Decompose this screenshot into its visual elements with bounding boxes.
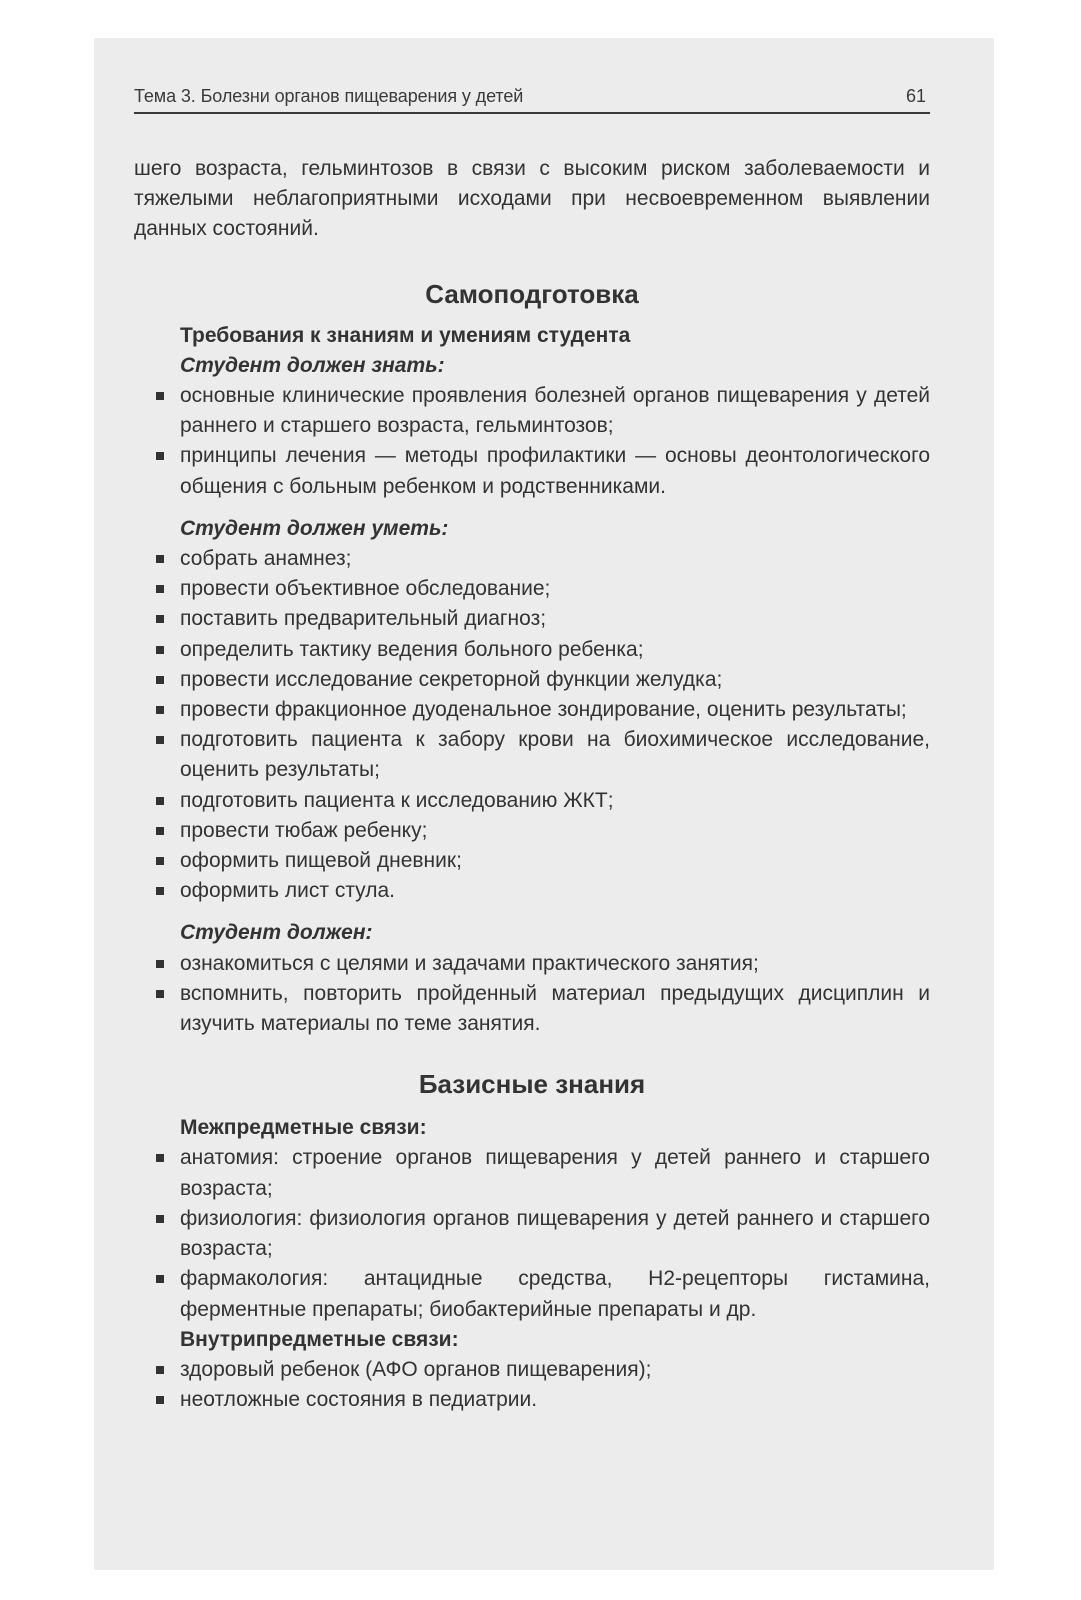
list-item: здоровый ребенок (АФО органов пищеварения); bbox=[134, 1355, 930, 1385]
bullet-icon bbox=[156, 736, 164, 744]
book-page bbox=[94, 38, 994, 1570]
requirements-heading: Требования к знаниям и умениям студента bbox=[180, 323, 631, 347]
bullet-icon bbox=[156, 585, 164, 593]
know-heading: Студент должен знать: bbox=[180, 353, 445, 377]
list-item: провести тюбаж ребенку; bbox=[134, 816, 930, 846]
able-heading: Студент должен уметь: bbox=[180, 516, 449, 540]
list-item: определить тактику ведения больного ребенка; bbox=[134, 635, 930, 665]
list-item: физиология: физиология органов пищеварения у детей раннего и старшего возраста; bbox=[134, 1204, 930, 1264]
page-content bbox=[134, 154, 930, 1415]
running-head bbox=[134, 84, 930, 114]
intro-paragraph: шего возраста, гельминтозов в связи с высоким риском заболеваемости и тяжелыми неблагоприятными исходами при несвоевременном выявлении данных состояний. bbox=[134, 157, 930, 241]
bullet-icon bbox=[156, 392, 164, 400]
section-title-samopodgotovka: Самоподготовка bbox=[425, 278, 639, 309]
list-item: принципы лечения — методы профилактики — основы деонтологического общения с больным ребенком и родственниками. bbox=[134, 441, 930, 501]
bullet-icon bbox=[156, 797, 164, 805]
list-item: поставить предварительный диагноз; bbox=[134, 604, 930, 634]
must-list bbox=[134, 949, 930, 1040]
bullet-icon bbox=[156, 615, 164, 623]
list-item: анатомия: строение органов пищеварения у детей раннего и старшего возраста; bbox=[134, 1143, 930, 1203]
must-heading: Студент должен: bbox=[180, 921, 373, 945]
bullet-icon bbox=[156, 1215, 164, 1223]
bullet-icon bbox=[156, 990, 164, 998]
list-item: основные клинические проявления болезней органов пищеварения у детей раннего и старшего возраста, гельминтозов; bbox=[134, 381, 930, 441]
intra-list bbox=[134, 1355, 930, 1415]
list-item: вспомнить, повторить пройденный материал предыдущих дисциплин и изучить материалы по теме занятия. bbox=[134, 979, 930, 1039]
bullet-icon bbox=[156, 1396, 164, 1404]
bullet-icon bbox=[156, 555, 164, 563]
bullet-icon bbox=[156, 827, 164, 835]
list-item: подготовить пациента к забору крови на биохимическое исследование, оценить результаты; bbox=[134, 725, 930, 785]
list-item: оформить пищевой дневник; bbox=[134, 846, 930, 876]
bullet-icon bbox=[156, 1154, 164, 1162]
bullet-icon bbox=[156, 452, 164, 460]
bullet-icon bbox=[156, 887, 164, 895]
know-list bbox=[134, 381, 930, 502]
list-item: неотложные состояния в педиатрии. bbox=[134, 1385, 930, 1415]
list-item: подготовить пациента к исследованию ЖКТ; bbox=[134, 786, 930, 816]
list-item: оформить лист стула. bbox=[134, 876, 930, 906]
bullet-icon bbox=[156, 960, 164, 968]
list-item: ознакомиться с целями и задачами практического занятия; bbox=[134, 949, 930, 979]
list-item: провести исследование секреторной функции желудка; bbox=[134, 665, 930, 695]
section-title-bazis: Базисные знания bbox=[418, 1069, 646, 1100]
bullet-icon bbox=[156, 706, 164, 714]
inter-heading: Межпредметные связи: bbox=[180, 1116, 427, 1140]
list-item: провести фракционное дуоденальное зондирование, оценить результаты; bbox=[134, 695, 930, 725]
bullet-icon bbox=[156, 1275, 164, 1283]
able-list bbox=[134, 544, 930, 906]
running-title: Тема 3. Болезни органов пищеварения у детей bbox=[134, 86, 524, 106]
page-number: 61 bbox=[905, 86, 926, 106]
inter-list bbox=[134, 1143, 930, 1324]
bullet-icon bbox=[156, 857, 164, 865]
intra-heading: Внутрипредметные связи: bbox=[180, 1327, 459, 1351]
list-item: собрать анамнез; bbox=[134, 544, 930, 574]
bullet-icon bbox=[156, 676, 164, 684]
list-item: фармакология: антацидные средства, Н2-рецепторы гистамина, ферментные препараты; биобактерийные препараты и др. bbox=[134, 1264, 930, 1324]
list-item: провести объективное обследование; bbox=[134, 574, 930, 604]
bullet-icon bbox=[156, 646, 164, 654]
bullet-icon bbox=[156, 1366, 164, 1374]
